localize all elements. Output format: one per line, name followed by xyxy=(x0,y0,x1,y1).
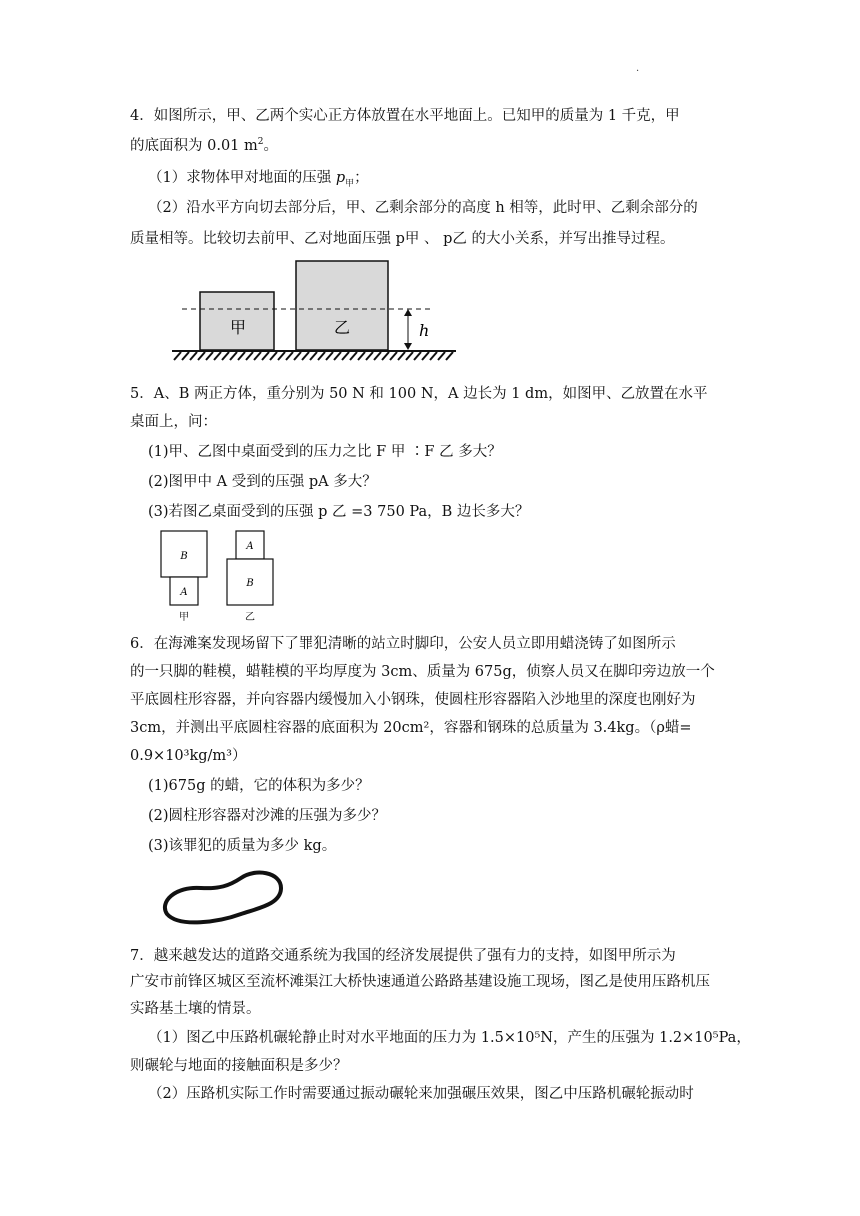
q5-part-2: (2)图甲中 A 受到的压强 pA 多大？ xyxy=(148,474,377,490)
q7-line-2: 广安市前锋区城区至流杯滩渠江大桥快速通道公路路基建设施工现场，图乙是使用压路机压 xyxy=(130,974,710,990)
q7-line-3: 实路基土壤的情景。 xyxy=(130,1001,261,1017)
q7-part-1-line-1: （1）图乙中压路机碾轮静止时对水平地面的压力为 1.5×10⁵N，产生的压强为 1.2×10⁵Pa， xyxy=(148,1030,751,1046)
q4-line-2: 的底面积为 0.01 $m^2$。 xyxy=(130,137,278,154)
shoe-sole-outline xyxy=(165,873,281,923)
q5-line-1: 5．A、B 两正方体，重分别为 50 N 和 100 N，A 边长为 1 dm，如图甲、乙放置在水平 xyxy=(130,386,708,402)
q6-line-5: 0.9×10³kg/m³） xyxy=(130,748,247,764)
q6-line-1: 6．在海滩案发现场留下了罪犯清晰的站立时脚印，公安人员立即用蜡浇铸了如图所示 xyxy=(130,636,676,652)
jia-label-B: B xyxy=(180,551,188,562)
q6-line-3: 平底圆柱形容器，并向容器内缓慢加入小钢珠，使圆柱形容器陷入沙地里的深度也刚好为 xyxy=(130,692,696,708)
q6-part-1: (1)675g 的蜡，它的体积为多少？ xyxy=(148,778,370,794)
q4-part-2-line-1: （2）沿水平方向切去部分后，甲、乙剩余部分的高度 h 相等，此时甲、乙剩余部分的 xyxy=(148,200,698,216)
jia-caption: 甲 xyxy=(179,612,189,623)
q4-figure xyxy=(168,255,468,365)
q4-part-1: （1）求物体甲对地面的压强 $p_甲$； xyxy=(148,170,369,189)
yi-caption: 乙 xyxy=(245,612,255,623)
ground-hatch xyxy=(174,352,453,360)
label-yi: 乙 xyxy=(333,318,351,337)
q5-part-1: (1)甲、乙图中桌面受到的压力之比 F 甲 ∶F 乙 多大？ xyxy=(148,444,502,460)
corner-mark: · xyxy=(636,66,640,77)
q5-part-3: (3)若图乙桌面受到的压强 p 乙 =3 750 Pa，B 边长多大？ xyxy=(148,504,530,520)
q4-part-2-line-2: 质量相等。比较切去前甲、乙对地面压强 p甲 、 p乙 的大小关系，并写出推导过程。 xyxy=(130,231,675,247)
shoe-print-figure xyxy=(155,864,290,932)
q5-figure xyxy=(155,525,285,625)
yi-label-B: B xyxy=(246,578,254,589)
q7-line-1: 7．越来越发达的道路交通系统为我国的经济发展提供了强有力的支持，如图甲所示为 xyxy=(130,948,676,964)
q6-line-2: 的一只脚的鞋模，蜡鞋模的平均厚度为 3cm、质量为 675g，侦察人员又在脚印旁边放一个 xyxy=(130,664,715,680)
yi-label-A: A xyxy=(246,541,254,552)
q6-part-3: (3)该罪犯的质量为多少 kg。 xyxy=(148,838,337,854)
jia-label-A: A xyxy=(180,587,188,598)
label-jia: 甲 xyxy=(229,318,247,337)
q5-line-2: 桌面上，问： xyxy=(130,414,217,430)
q7-part-2-line-1: （2）压路机实际工作时需要通过振动碾轮来加强碾压效果，图乙中压路机碾轮振动时 xyxy=(148,1086,694,1102)
q6-part-2: (2)圆柱形容器对沙滩的压强为多少？ xyxy=(148,808,387,824)
q4-line-1: 4．如图所示，甲、乙两个实心正方体放置在水平地面上。已知甲的质量为 1 千克，甲 xyxy=(130,108,680,124)
label-h: h xyxy=(419,321,430,340)
q6-line-4: 3cm，并测出平底圆柱容器的底面积为 20cm²，容器和钢珠的总质量为 3.4kg。（ρ蜡= xyxy=(130,720,692,736)
q7-part-1-line-2: 则碾轮与地面的接触面积是多少？ xyxy=(130,1058,348,1074)
